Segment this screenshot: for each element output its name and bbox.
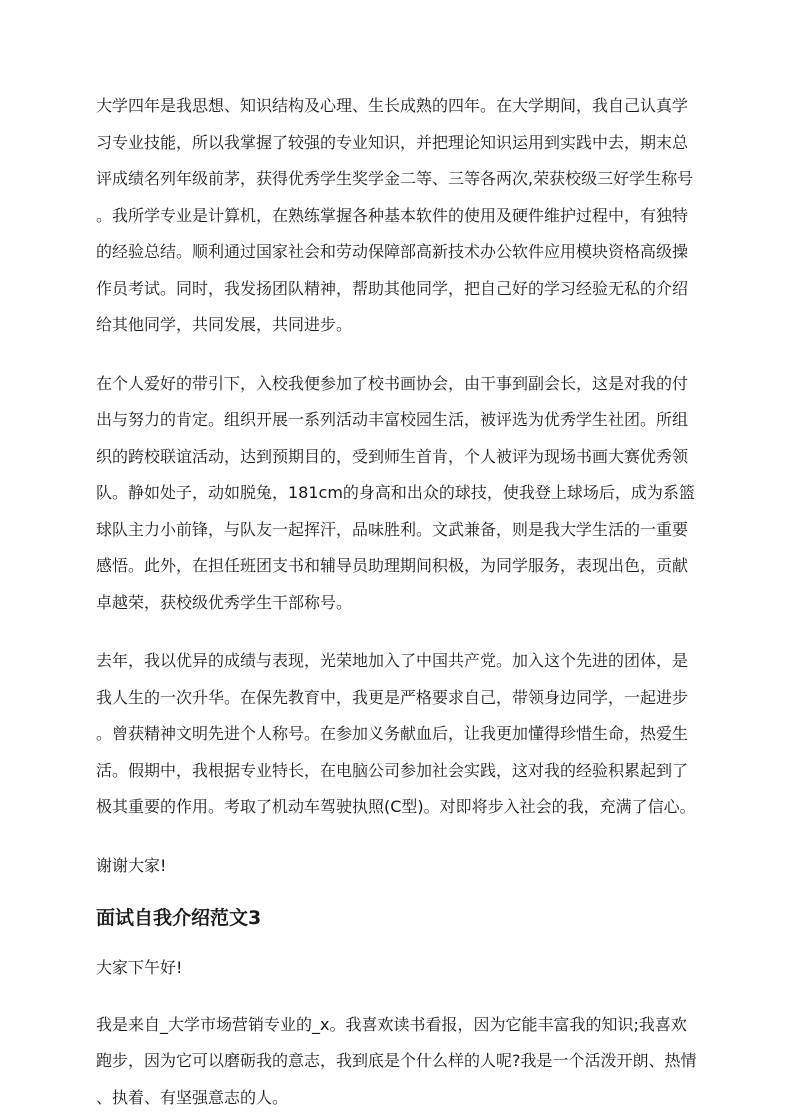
text-line: 跑步，因为它可以磨砺我的意志，我到底是个什么样的人呢?我是一个活泼开朗、热情 [96, 1051, 697, 1070]
text-line: 大学四年是我思想、知识结构及心理、生长成熟的四年。在大学期间，我自己认真学 [96, 96, 689, 115]
text-line: 习专业技能，所以我掌握了较强的专业知识，并把理论知识运用到实践中去，期末总 [96, 132, 689, 152]
section-heading: 面试自我介绍范文3 [96, 907, 262, 929]
text-line: 去年，我以优异的成绩与表现，光荣地加入了中国共产党。加入这个先进的团体，是 [96, 651, 689, 670]
paragraph-self-intro [96, 1007, 696, 1117]
text-line: 的经验总结。顺利通过国家社会和劳动保障部高新技术办公软件应用模块资格高级操 [96, 242, 689, 261]
paragraph-greeting [96, 950, 696, 987]
text-line: 评成绩名列年级前茅，获得优秀学生奖学金二等、三等各两次,荣获校级三好学生称号 [96, 169, 694, 188]
text-line: 卓越荣，获校级优秀学生干部称号。 [96, 592, 353, 612]
text-line: 给其他同学，共同发展，共同进步。 [96, 315, 353, 334]
text-line: 。曾获精神文明先进个人称号。在参加义务献血后，让我更加懂得珍惜生命，热爱生 [96, 724, 689, 743]
text-line: 我人生的一次升华。在保先教育中，我更是严格要求自己，带领身边同学，一起进步 [96, 687, 689, 707]
paragraph-hobbies [96, 366, 696, 622]
paragraph-spacer [96, 621, 696, 643]
paragraph-spacer [96, 987, 696, 1007]
text-line: 、执着、有坚强意志的人。 [96, 1087, 289, 1107]
text-line: 大家下午好! [96, 958, 183, 977]
text-line: 球队主力小前锋，与队友一起挥汗，品味胜利。文武兼备，则是我大学生活的一重要 [96, 519, 689, 539]
text-line: 织的跨校联谊活动，达到预期目的，受到师生首肯，个人被评为现场书画大赛优秀领 [96, 446, 689, 466]
paragraph-spacer [96, 826, 696, 848]
paragraph-university-years [96, 88, 696, 344]
text-line: 感悟。此外，在担任班团支书和辅导员助理期间积极，为同学服务，表现出色，贡献 [96, 556, 689, 575]
text-line: 作员考试。同时，我发扬团队精神，帮助其他同学，把自己好的学习经验无私的介绍 [96, 278, 689, 298]
text-line: 极其重要的作用。考取了机动车驾驶执照(C型)。对即将步入社会的我，充满了信心。 [96, 797, 696, 816]
paragraph-spacer [96, 884, 696, 900]
text-line: 我是来自_大学市场营销专业的_x。我喜欢读书看报，因为它能丰富我的知识;我喜欢 [96, 1014, 687, 1034]
paragraph-thanks [96, 848, 696, 885]
document-page [96, 88, 696, 1116]
text-line: 谢谢大家! [96, 855, 167, 875]
text-line: 活。假期中，我根据专业特长，在电脑公司参加社会实践，这对我的经验积累起到了 [96, 760, 689, 780]
paragraph-spacer [96, 936, 696, 950]
text-line: 队。静如处子，动如脱兔，181cm的身高和出众的球技，使我登上球场后，成为系篮 [96, 483, 695, 502]
text-line: 出与努力的肯定。组织开展一系列活动丰富校园生活，被评选为优秀学生社团。所组 [96, 410, 689, 429]
paragraph-party-membership [96, 643, 696, 826]
text-line: 在个人爱好的带引下，入校我便参加了校书画协会，由干事到副会长，这是对我的付 [96, 373, 689, 393]
text-line: 。我所学专业是计算机，在熟练掌握各种基本软件的使用及硬件维护过程中，有独特 [96, 205, 689, 225]
paragraph-spacer [96, 344, 696, 366]
